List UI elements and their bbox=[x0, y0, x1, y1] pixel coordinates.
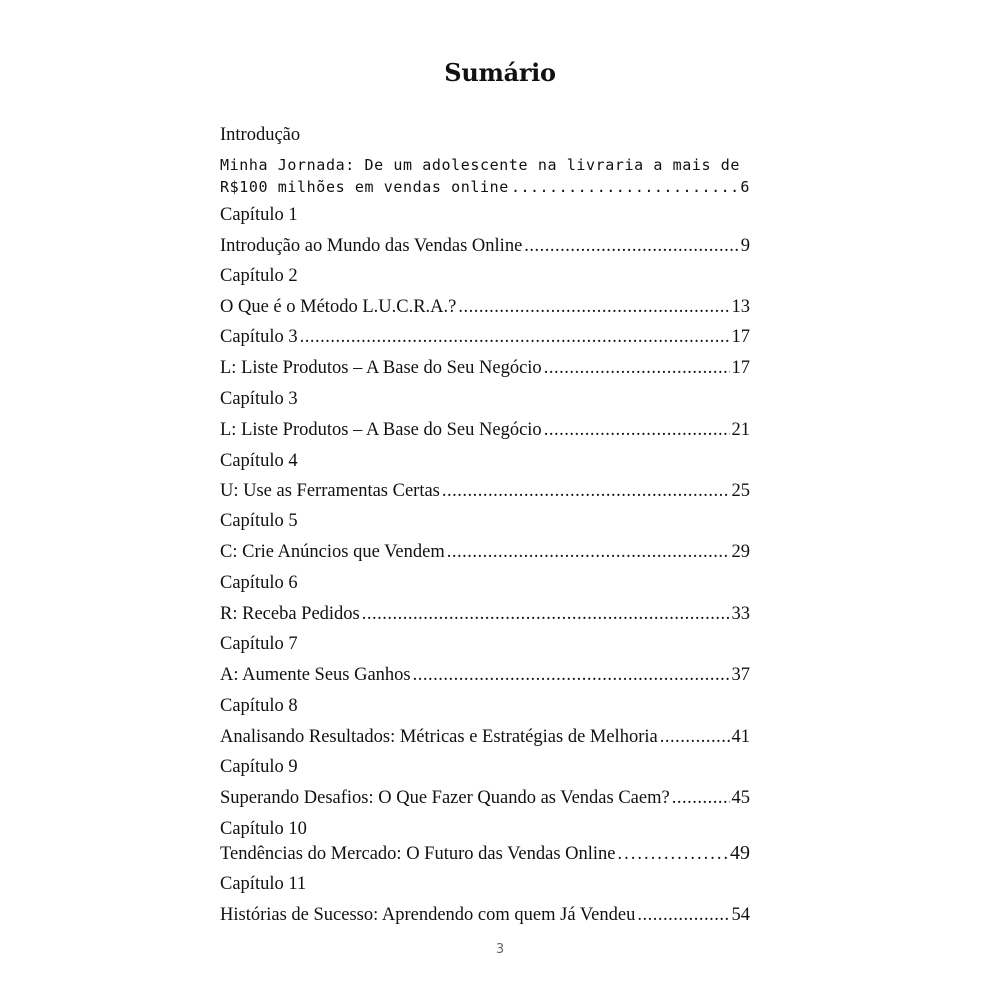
toc-page-number: 37 bbox=[731, 665, 750, 685]
toc-entry-anuncios bbox=[220, 541, 750, 563]
toc-entry-jornada-line1 bbox=[220, 154, 750, 176]
toc-entry-text: R$100 milhões em vendas online bbox=[220, 178, 509, 196]
toc-entry-text: Capítulo 11 bbox=[220, 874, 307, 894]
toc-entry-introducao-mundo bbox=[220, 235, 750, 257]
toc-entry-liste-produtos-b bbox=[220, 419, 750, 441]
dot-leader bbox=[458, 296, 729, 318]
toc-entry-text: R: Receba Pedidos bbox=[220, 604, 360, 624]
dot-leader bbox=[413, 664, 730, 686]
toc-page-number: 45 bbox=[731, 788, 750, 808]
dot-leader bbox=[447, 541, 730, 563]
toc-entry-text: L: Liste Produtos – A Base do Seu Negócio bbox=[220, 420, 542, 440]
toc-page-number: 25 bbox=[731, 481, 750, 501]
dot-leader bbox=[300, 326, 730, 348]
toc-page-number: 17 bbox=[731, 358, 750, 378]
toc-entry-text: L: Liste Produtos – A Base do Seu Negócio bbox=[220, 358, 542, 378]
toc-entry-text: Capítulo 10 bbox=[220, 819, 307, 839]
toc-entry-historias bbox=[220, 904, 750, 926]
toc-page-number: 6 bbox=[740, 178, 750, 196]
toc-entry-pedidos bbox=[220, 603, 750, 625]
toc-page-number: 29 bbox=[731, 542, 750, 562]
toc-entry-ganhos bbox=[220, 664, 750, 686]
toc-page-number: 41 bbox=[731, 727, 750, 747]
toc-page-number: 33 bbox=[731, 604, 750, 624]
toc-entry-ferramentas bbox=[220, 480, 750, 502]
toc-entry-capitulo-1 bbox=[220, 204, 750, 226]
toc-entry-text: C: Crie Anúncios que Vendem bbox=[220, 542, 445, 562]
toc-entry-text: Capítulo 5 bbox=[220, 511, 298, 531]
toc-entry-text: Tendências do Mercado: O Futuro das Vendas Online bbox=[220, 844, 616, 864]
toc-entry-metodo-lucra bbox=[220, 296, 750, 318]
toc-page-number: 54 bbox=[731, 905, 750, 925]
toc-entry-capitulo-2 bbox=[220, 265, 750, 287]
toc-entry-tendencias bbox=[220, 842, 750, 864]
dot-leader bbox=[544, 419, 730, 441]
toc-entry-text: Capítulo 8 bbox=[220, 696, 298, 716]
toc-entry-text: Analisando Resultados: Métricas e Estratégias de Melhoria bbox=[220, 727, 658, 747]
toc-entry-text: Introdução ao Mundo das Vendas Online bbox=[220, 236, 523, 256]
toc-entry-capitulo-3b bbox=[220, 388, 750, 410]
toc-entry-resultados bbox=[220, 726, 750, 748]
dot-leader bbox=[524, 235, 738, 257]
toc-entry-liste-produtos bbox=[220, 357, 750, 379]
toc-entry-desafios bbox=[220, 787, 750, 809]
dot-leader bbox=[511, 176, 738, 198]
toc-entry-text: U: Use as Ferramentas Certas bbox=[220, 481, 440, 501]
dot-leader bbox=[672, 787, 730, 809]
toc-entry-capitulo-4 bbox=[220, 450, 750, 472]
toc-entry-text: Capítulo 4 bbox=[220, 451, 298, 471]
toc-entry-capitulo-9 bbox=[220, 756, 750, 778]
dot-leader bbox=[544, 357, 730, 379]
toc-page-number: 21 bbox=[731, 420, 750, 440]
toc-entry-capitulo-3 bbox=[220, 326, 750, 348]
toc-entry-text: Histórias de Sucesso: Aprendendo com quem Já Vendeu bbox=[220, 905, 636, 925]
toc-entry-capitulo-11 bbox=[220, 873, 750, 895]
dot-leader bbox=[618, 843, 728, 864]
dot-leader bbox=[637, 904, 729, 926]
toc-entry-text: Capítulo 7 bbox=[220, 634, 298, 654]
toc-entry-introducao bbox=[220, 124, 750, 146]
dot-leader bbox=[660, 726, 730, 748]
toc-entry-capitulo-7 bbox=[220, 633, 750, 655]
toc-entry-text: Capítulo 3 bbox=[220, 327, 298, 347]
toc-entry-text: Introdução bbox=[220, 125, 301, 145]
toc-entry-text: Capítulo 6 bbox=[220, 573, 298, 593]
toc-entry-capitulo-5 bbox=[220, 510, 750, 532]
toc-entry-jornada-line2 bbox=[220, 176, 750, 198]
toc-entry-text: Capítulo 1 bbox=[220, 205, 298, 225]
toc-entry-text: A: Aumente Seus Ganhos bbox=[220, 665, 411, 685]
toc-entry-text: Minha Jornada: De um adolescente na livraria a mais de bbox=[220, 156, 741, 174]
toc-page-number: 13 bbox=[731, 297, 750, 317]
dot-leader bbox=[442, 480, 730, 502]
toc-entry-text: Superando Desafios: O Que Fazer Quando as Vendas Caem? bbox=[220, 788, 670, 808]
toc-page-number: 49 bbox=[730, 842, 750, 864]
toc-entry-text: O Que é o Método L.U.C.R.A.? bbox=[220, 297, 457, 317]
toc-page-number: 17 bbox=[731, 327, 750, 347]
toc-entry-text: Capítulo 3 bbox=[220, 389, 298, 409]
toc-entry-capitulo-10 bbox=[220, 818, 750, 840]
toc-page-number: 9 bbox=[740, 236, 750, 256]
toc-entry-text: Capítulo 2 bbox=[220, 266, 298, 286]
page-title: Sumário bbox=[444, 58, 556, 87]
toc-entry-capitulo-6 bbox=[220, 572, 750, 594]
toc-entry-text: Capítulo 9 bbox=[220, 757, 298, 777]
page-number: 3 bbox=[495, 942, 505, 957]
toc-entry-capitulo-8 bbox=[220, 695, 750, 717]
dot-leader bbox=[362, 603, 730, 625]
